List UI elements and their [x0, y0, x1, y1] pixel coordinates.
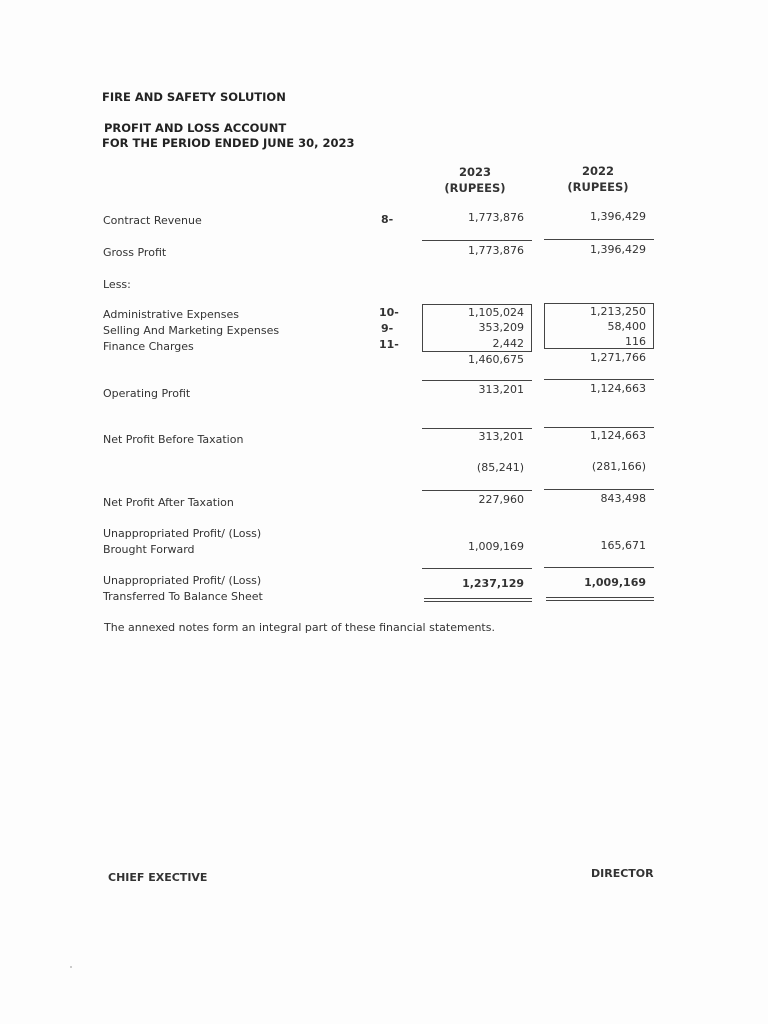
value-finance-2023: 2,442 — [492, 337, 524, 350]
label-contract-revenue: Contract Revenue — [103, 214, 202, 227]
value-total-expenses-2023: 1,460,675 — [468, 353, 524, 366]
double-rule-top-2022 — [546, 597, 654, 598]
value-gross-profit-2022: 1,396,429 — [590, 243, 646, 256]
label-selling-expenses: Selling And Marketing Expenses — [103, 324, 280, 337]
signature-chief-executive: CHIEF EXECTIVE — [108, 871, 208, 884]
col-2023-year: 2023 — [458, 165, 491, 179]
rule-gross-2023 — [422, 240, 532, 241]
statement-period: FOR THE PERIOD ENDED JUNE 30, 2023 — [102, 136, 355, 150]
value-selling-2023: 353,209 — [478, 321, 524, 334]
value-gross-profit-2023: 1,773,876 — [468, 244, 524, 257]
label-gross-profit: Gross Profit — [103, 246, 167, 259]
value-contract-revenue-2022: 1,396,429 — [590, 210, 646, 223]
value-unapp-bf-2022: 165,671 — [600, 539, 646, 552]
statement-title: PROFIT AND LOSS ACCOUNT — [104, 121, 287, 135]
rule-npbt-2022 — [544, 427, 654, 428]
label-npbt: Net Profit Before Taxation — [103, 433, 244, 446]
label-finance-charges: Finance Charges — [103, 340, 194, 353]
value-npat-2023: 227,960 — [478, 493, 524, 506]
double-rule-bottom-2022 — [546, 600, 654, 601]
col-2022-unit: (RUPEES) — [567, 180, 629, 194]
rule-npat-2023 — [422, 490, 532, 491]
value-total-expenses-2022: 1,271,766 — [590, 351, 646, 364]
value-taxation-2022: (281,166) — [591, 460, 646, 473]
value-unapp-bs-2023: 1,237,129 — [462, 577, 524, 590]
scan-speck — [70, 966, 72, 968]
value-npbt-2022: 1,124,663 — [590, 429, 646, 442]
annexed-notes-text: The annexed notes form an integral part of these financial statements. — [104, 621, 495, 634]
value-operating-profit-2022: 1,124,663 — [590, 382, 646, 395]
double-rule-top-2023 — [424, 598, 532, 599]
note-finance-charges: 11- — [379, 338, 399, 351]
rule-unapp-bs-2022 — [544, 567, 654, 568]
label-unapp-bf-line1: Unappropriated Profit/ (Loss) — [103, 527, 262, 540]
label-less: Less: — [103, 278, 131, 291]
value-taxation-2023: (85,241) — [476, 461, 524, 474]
label-admin-expenses: Administrative Expenses — [103, 308, 239, 321]
value-admin-2023: 1,105,024 — [468, 306, 524, 319]
label-unapp-bs-line2: Transferred To Balance Sheet — [103, 590, 263, 603]
note-selling-expenses: 9- — [381, 322, 394, 335]
value-selling-2022: 58,400 — [607, 320, 646, 333]
value-contract-revenue-2023: 1,773,876 — [468, 211, 524, 224]
note-admin-expenses: 10- — [379, 306, 399, 319]
value-operating-profit-2023: 313,201 — [478, 383, 524, 396]
label-npat: Net Profit After Taxation — [103, 496, 234, 509]
rule-unapp-bs-2023 — [422, 568, 532, 569]
rule-npbt-2023 — [422, 428, 532, 429]
note-contract-revenue: 8- — [381, 213, 394, 226]
value-unapp-bs-2022: 1,009,169 — [584, 576, 646, 589]
company-name: FIRE AND SAFETY SOLUTION — [102, 90, 286, 104]
value-admin-2022: 1,213,250 — [590, 305, 646, 318]
col-2023-unit: (RUPEES) — [444, 181, 506, 195]
rule-operating-2023 — [422, 380, 532, 381]
value-finance-2022: 116 — [625, 335, 646, 348]
value-unapp-bf-2023: 1,009,169 — [468, 540, 524, 553]
value-npbt-2023: 313,201 — [478, 430, 524, 443]
signature-director: DIRECTOR — [591, 867, 654, 880]
double-rule-bottom-2023 — [424, 601, 532, 602]
col-2022-year: 2022 — [581, 164, 614, 178]
rule-npat-2022 — [544, 489, 654, 490]
label-unapp-bf-line2: Brought Forward — [103, 543, 195, 556]
rule-operating-2022 — [544, 379, 654, 380]
label-unapp-bs-line1: Unappropriated Profit/ (Loss) — [103, 574, 262, 587]
rule-gross-2022 — [544, 239, 654, 240]
value-npat-2022: 843,498 — [600, 492, 646, 505]
label-operating-profit: Operating Profit — [103, 387, 191, 400]
